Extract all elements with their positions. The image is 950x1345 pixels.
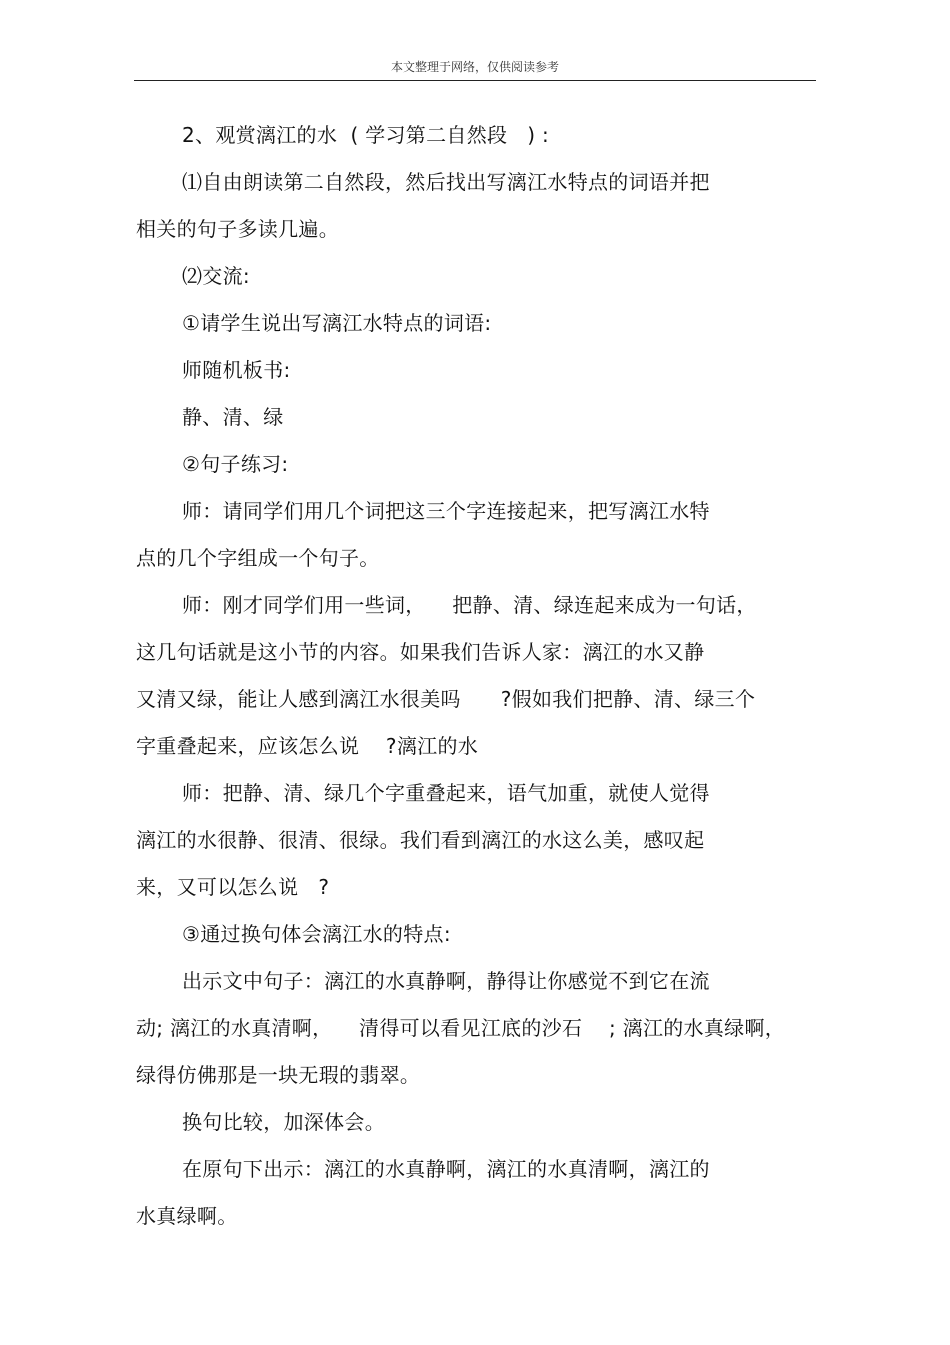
paragraph-line: ⑴自由朗读第二自然段，然后找出写漓江水特点的词语并把 [182, 170, 710, 194]
paragraph-line: 又清又绿，能让人感到漓江水很美吗 ?假如我们把静、清、绿三个 [136, 687, 756, 711]
paragraph-line: 师随机板书: [182, 358, 291, 382]
paragraph-line: 绿得仿佛那是一块无瑕的翡翠。 [136, 1063, 421, 1087]
paragraph-line: 漓江的水很静、很清、很绿。我们看到漓江的水这么美，感叹起 [136, 828, 705, 852]
paragraph-line: ⑵交流: [182, 264, 250, 288]
paragraph-line: 点的几个字组成一个句子。 [136, 546, 380, 570]
paragraph-line: 师：把静、清、绿几个字重叠起来，语气加重，就使人觉得 [182, 781, 710, 805]
paragraph-line: 这几句话就是这小节的内容。如果我们告诉人家：漓江的水又静 [136, 640, 705, 664]
paragraph-line: 水真绿啊。 [136, 1204, 238, 1228]
paragraph-line: 静、清、绿 [182, 405, 284, 429]
paragraph-line: ③通过换句体会漓江水的特点: [182, 922, 451, 946]
paragraph-line: 在原句下出示：漓江的水真静啊，漓江的水真清啊，漓江的 [182, 1157, 710, 1181]
paragraph-line: 动; 漓江的水真清啊， 清得可以看见江底的沙石 ; 漓江的水真绿啊， [136, 1016, 786, 1040]
page-header-note: 本文整理于网络，仅供阅读参考 [390, 60, 559, 74]
document-body [136, 112, 816, 1240]
section-heading: 2、观赏漓江的水 ( 学习第二自然段 ) : [182, 123, 550, 147]
paragraph-line: 出示文中句子：漓江的水真静啊，静得让你感觉不到它在流 [182, 969, 710, 993]
paragraph-line: ①请学生说出写漓江水特点的词语: [182, 311, 492, 335]
paragraph-line: 字重叠起来，应该怎么说 ?漓江的水 [136, 734, 479, 758]
paragraph-line: 师：刚才同学们用一些词， 把静、清、绿连起来成为一句话， [182, 593, 757, 617]
header-divider [134, 80, 816, 81]
paragraph-line: 师：请同学们用几个词把这三个字连接起来，把写漓江水特 [182, 499, 710, 523]
paragraph-line: 相关的句子多读几遍。 [136, 217, 339, 241]
paragraph-line: 来，又可以怎么说 ? [136, 875, 330, 899]
paragraph-line: ②句子练习: [182, 452, 289, 476]
paragraph-line: 换句比较，加深体会。 [182, 1110, 385, 1134]
